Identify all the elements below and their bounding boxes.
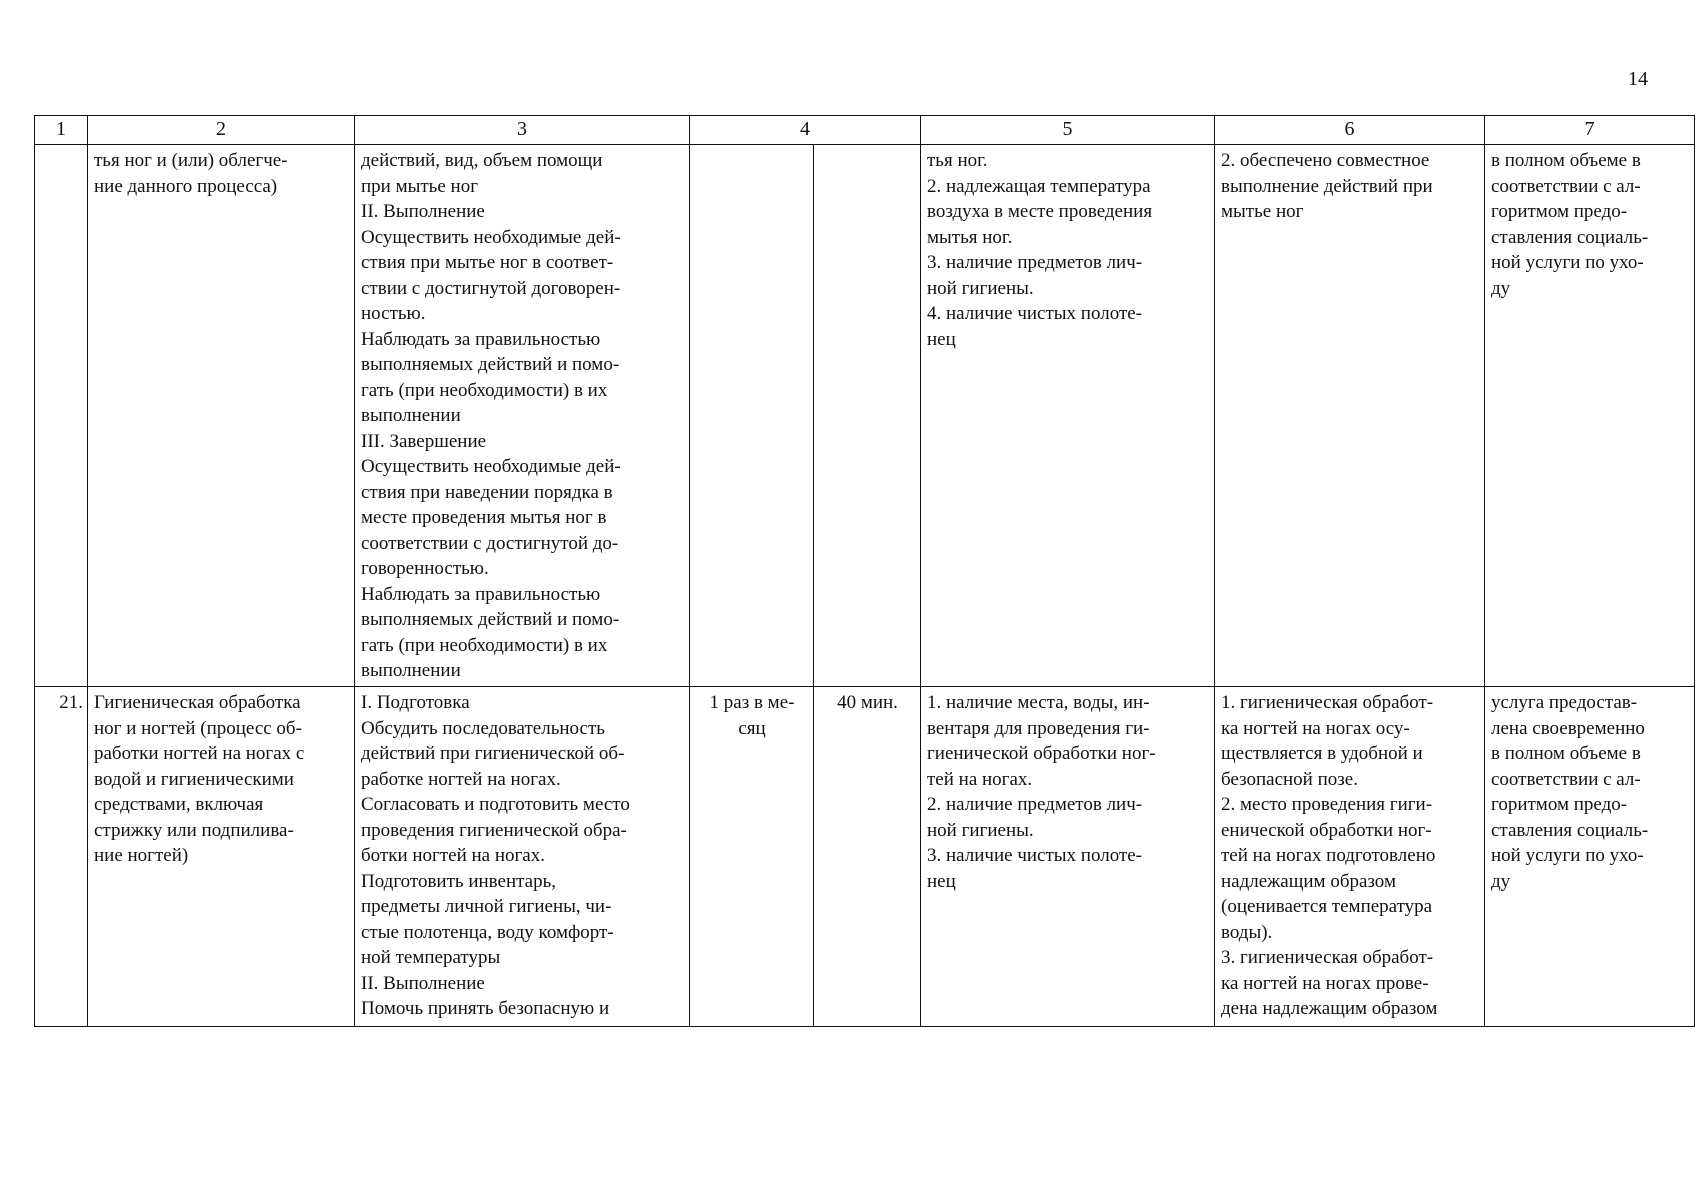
- header-col-7: 7: [1485, 116, 1695, 145]
- page-number: 14: [1628, 68, 1648, 90]
- row-number: [35, 145, 88, 687]
- header-col-1: 1: [35, 116, 88, 145]
- header-col-5: 5: [921, 116, 1215, 145]
- service-duration: [814, 145, 921, 687]
- service-results: 2. обеспечено совместное выполнение действий при мытье ног: [1215, 145, 1485, 687]
- service-conditions: 1. наличие места, воды, ин- вентаря для проведения ги- гиенической обработки ног- тей на ногах. 2. наличие предметов лич- ной гигиены. 3. наличие чистых полоте- нец: [921, 687, 1215, 1027]
- service-frequency: 1 раз в ме- сяц: [690, 687, 814, 1027]
- service-quality: услуга предостав- лена своевременно в полном объеме в соответствии с ал- горитмом предо- ставления социаль- ной услуги по ухо- ду: [1485, 687, 1695, 1027]
- service-name: Гигиеническая обработка ног и ногтей (процесс об- работки ногтей на ногах с водой и гигиеническими средствами, включая стрижку или подпилива- ние ногтей): [88, 687, 355, 1027]
- service-name: тья ног и (или) облегче- ние данного процесса): [88, 145, 355, 687]
- service-actions: действий, вид, объем помощи при мытье ног II. Выполнение Осуществить необходимые дей- ствия при мытье ног в соответ- ствии с достигнутой договорен- ностью. Наблюдать за правильностью выполняемых действий и помо- гать (при необходимости) в их выполнении III. Завершение Осуществить необходимые дей- ствия при наведении порядка в месте проведения мытья ног в соответствии с достигнутой до- говоренностью. Наблюдать за правильностью выполняемых действий и помо- гать (при необходимости) в их выполнении: [355, 145, 690, 687]
- service-quality: в полном объеме в соответствии с ал- горитмом предо- ставления социаль- ной услуги по ухо- ду: [1485, 145, 1695, 687]
- table-row: [35, 145, 1695, 687]
- service-actions: I. Подготовка Обсудить последовательность действий при гигиенической об- работке ногтей на ногах. Согласовать и подготовить место проведения гигиенической обра- ботки ногтей на ногах. Подготовить инвентарь, предметы личной гигиены, чи- стые полотенца, воду комфорт- ной температуры II. Выполнение Помочь принять безопасную и: [355, 687, 690, 1027]
- header-col-4: 4: [690, 116, 921, 145]
- table-row: [35, 687, 1695, 1027]
- service-frequency: [690, 145, 814, 687]
- header-row: [35, 116, 1695, 145]
- service-results: 1. гигиеническая обработ- ка ногтей на ногах осу- ществляется в удобной и безопасной позе. 2. место проведения гиги- енической обработки ног- тей на ногах подготовлено надлежащим образом (оценивается температура воды). 3. гигиеническая обработ- ка ногтей на ногах прове- дена надлежащим образом: [1215, 687, 1485, 1027]
- service-duration: 40 мин.: [814, 687, 921, 1027]
- row-number: 21.: [35, 687, 88, 1027]
- header-col-6: 6: [1215, 116, 1485, 145]
- header-col-3: 3: [355, 116, 690, 145]
- header-col-2: 2: [88, 116, 355, 145]
- service-standards-table: [34, 115, 1695, 1027]
- service-conditions: тья ног. 2. надлежащая температура воздуха в месте проведения мытья ног. 3. наличие предметов лич- ной гигиены. 4. наличие чистых полоте- нец: [921, 145, 1215, 687]
